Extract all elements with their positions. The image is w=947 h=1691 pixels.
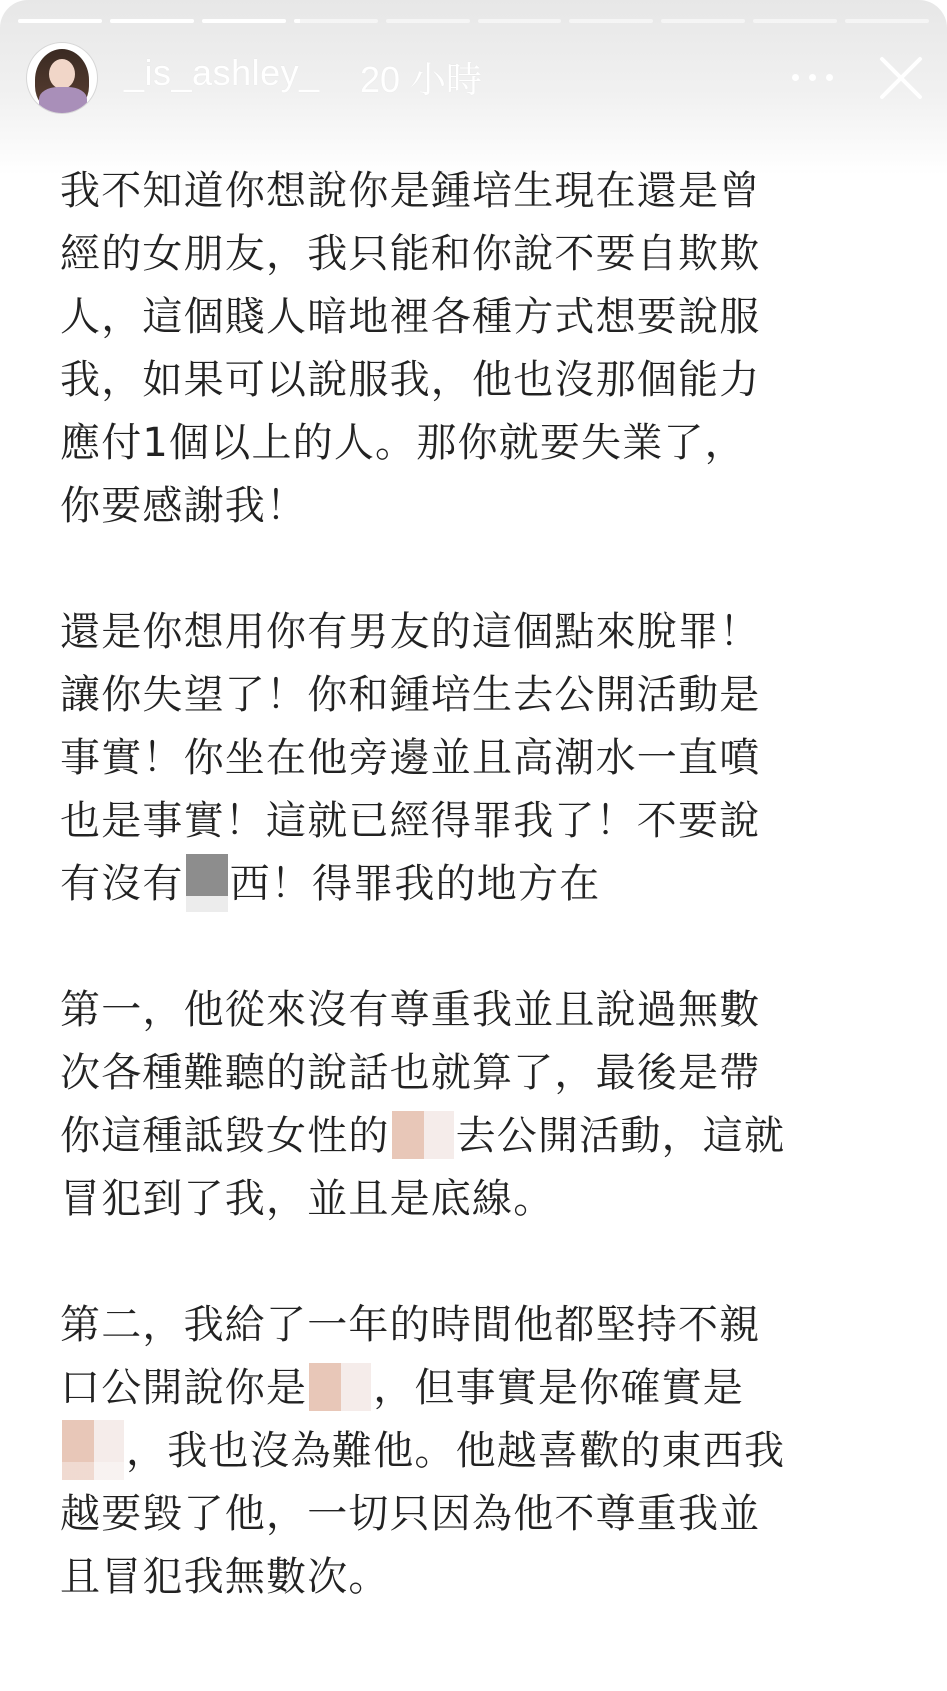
more-options-button[interactable]: [788, 58, 838, 94]
post-text: 第二，我給了一年的時間他都堅持不親 口公開說你是: [60, 1302, 761, 1411]
post-text: 我不知道你想說你是鍾培生現在還是曾 經的女朋友，我只能和你說不要自欺欺 人，這個賤人暗地裡各種方式想要說服 我，如果可以說服我，他也沒那個能力 應付1個以上的人。那你就要失業了， 你要感謝我！: [60, 168, 761, 529]
post-text: 第一，他從來沒有尊重我並且說過無數 次各種難聽的說話也就算了，最後是帶 你這種詆毀女性的: [60, 987, 761, 1159]
more-horizontal-icon: [809, 74, 816, 81]
post-paragraph-1: [60, 160, 900, 538]
censor-mosaic: [392, 1111, 454, 1159]
story-progress-segment: [569, 19, 653, 23]
censor-mosaic: [62, 1420, 124, 1480]
avatar-body: [39, 87, 87, 113]
post-paragraph-3: [60, 979, 900, 1231]
story-progress-fill: [202, 19, 286, 23]
post-paragraph-2: [60, 601, 900, 916]
story-progress-segment: [294, 19, 378, 23]
post-text: 西！得罪我的地方在: [229, 861, 601, 907]
story-progress-fill: [294, 19, 301, 23]
username[interactable]: _is_ashley_: [124, 52, 320, 93]
avatar[interactable]: [27, 43, 97, 113]
story-progress-fill: [18, 19, 102, 23]
story-progress-segment: [478, 19, 562, 23]
close-icon: [876, 53, 926, 103]
story-progress-bar: [18, 19, 929, 23]
post-text: ，我也沒為難他。他越喜歡的東西我 越要毀了他，一切只因為他不尊重我並 且冒犯我無數次。: [60, 1428, 786, 1600]
story-progress-fill: [110, 19, 194, 23]
avatar-face: [49, 59, 75, 89]
story-progress-segment: [661, 19, 745, 23]
close-button[interactable]: [876, 53, 926, 103]
post-text: 還是你想用你有男友的這個點來脫罪！ 讓你失望了！你和鍾培生去公開活動是 事實！你坐在他旁邊並且高潮水一直噴 也是事實！這就已經得罪我了！不要說 有沒有: [60, 609, 761, 907]
more-horizontal-icon: [792, 74, 799, 81]
more-horizontal-icon: [826, 74, 833, 81]
story-progress-segment: [110, 19, 194, 23]
story-progress-segment: [18, 19, 102, 23]
story-progress-segment: [845, 19, 929, 23]
censor-mosaic: [186, 854, 228, 912]
post-text: 去公開活動，這就 冒犯到了我，並且是底線。: [60, 1113, 786, 1222]
story-progress-segment: [386, 19, 470, 23]
story-time-ago: 20 小時: [360, 59, 483, 100]
post-paragraph-4: [60, 1294, 900, 1609]
story-progress-segment: [202, 19, 286, 23]
story-progress-segment: [753, 19, 837, 23]
story-text-post: [60, 160, 900, 1609]
censor-mosaic: [309, 1363, 371, 1411]
post-text: ，但事實是你確實是: [373, 1365, 745, 1411]
